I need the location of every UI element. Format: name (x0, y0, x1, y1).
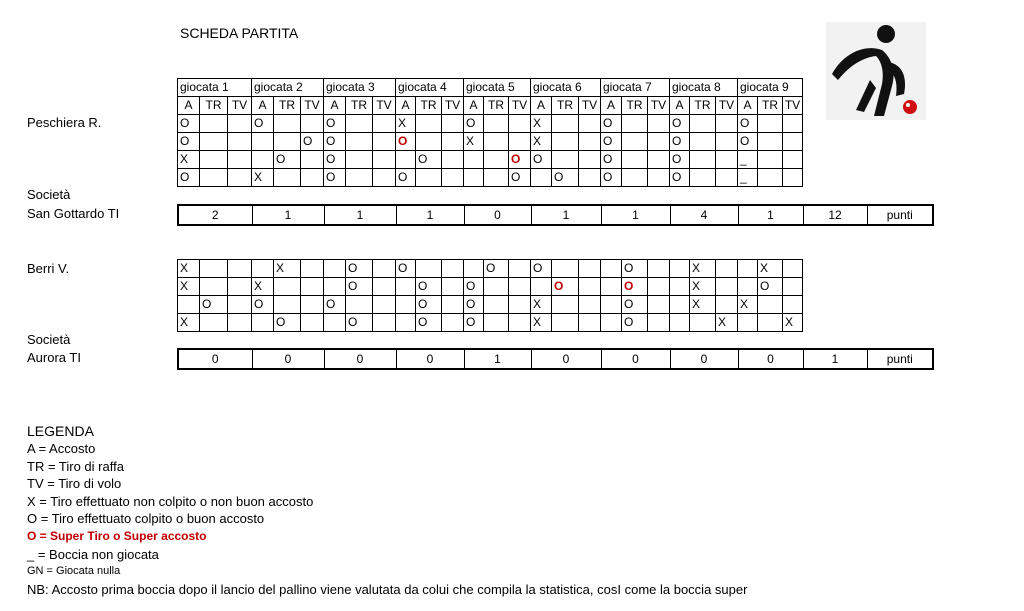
score-cell (484, 314, 509, 332)
player2-society-label: Società (27, 332, 71, 347)
score-cell (509, 260, 531, 278)
score-cell (509, 296, 531, 314)
giocata-points: 0 (252, 349, 324, 369)
score-cell (716, 115, 738, 133)
giocata-header: giocata 2 (252, 79, 324, 97)
score-cell (373, 278, 396, 296)
score-cell: O (601, 133, 622, 151)
score-cell (442, 133, 464, 151)
score-cell (178, 296, 200, 314)
score-cell (758, 115, 783, 133)
giocata-points: 1 (738, 205, 803, 225)
score-cell: O (670, 115, 690, 133)
score-cell (484, 151, 509, 169)
score-cell (579, 169, 601, 187)
legend-line: X = Tiro effettuato non colpito o non buon accosto (27, 493, 314, 509)
score-cell (670, 314, 690, 332)
score-cell: X (531, 133, 552, 151)
score-cell (648, 151, 670, 169)
subheader-tr: TR (346, 97, 373, 115)
score-cell (716, 169, 738, 187)
subheader-a: A (738, 97, 758, 115)
subheader-tv: TV (509, 97, 531, 115)
score-cell (252, 260, 274, 278)
subheader-tv: TV (648, 97, 670, 115)
score-cell (690, 115, 716, 133)
score-cell (758, 314, 783, 332)
score-cell (373, 260, 396, 278)
score-cell: X (178, 314, 200, 332)
score-cell: O (416, 151, 442, 169)
score-cell (274, 133, 301, 151)
subheader-a: A (252, 97, 274, 115)
score-cell: O (738, 115, 758, 133)
giocata-points: 0 (601, 349, 670, 369)
score-cell (579, 296, 601, 314)
score-cell (346, 133, 373, 151)
giocata-points: 0 (396, 349, 464, 369)
subheader-tv: TV (442, 97, 464, 115)
score-cell (416, 169, 442, 187)
score-cell (228, 296, 252, 314)
score-cell: O (758, 278, 783, 296)
player2-score-grid (177, 259, 803, 332)
score-cell (484, 133, 509, 151)
giocata-header: giocata 7 (601, 79, 670, 97)
score-cell (373, 151, 396, 169)
score-cell (716, 296, 738, 314)
giocata-points: 0 (738, 349, 803, 369)
subheader-a: A (396, 97, 416, 115)
score-cell (622, 115, 648, 133)
points-label: punti (867, 349, 933, 369)
score-cell (783, 115, 803, 133)
score-cell: X (178, 151, 200, 169)
score-cell (373, 169, 396, 187)
score-cell: O (531, 260, 552, 278)
subheader-a: A (464, 97, 484, 115)
score-cell: X (274, 260, 301, 278)
score-cell (579, 314, 601, 332)
player2-name: Berri V. (27, 261, 70, 276)
score-cell (346, 169, 373, 187)
score-cell: X (690, 260, 716, 278)
score-cell (274, 115, 301, 133)
score-cell: O (274, 314, 301, 332)
legend-unplayed-line: _ = Boccia non giocata (27, 546, 159, 562)
score-cell (716, 151, 738, 169)
score-cell (346, 115, 373, 133)
legend-line: TV = Tiro di volo (27, 476, 122, 492)
subheader-tv: TV (783, 97, 803, 115)
subheader-tv: TV (716, 97, 738, 115)
giocata-header: giocata 3 (324, 79, 396, 97)
giocata-points: 0 (324, 349, 396, 369)
score-cell (301, 151, 324, 169)
giocata-header: giocata 9 (738, 79, 803, 97)
score-cell: O (622, 260, 648, 278)
score-cell: O (670, 169, 690, 187)
score-cell: O (509, 151, 531, 169)
subheader-tv: TV (228, 97, 252, 115)
score-cell: O (601, 151, 622, 169)
score-cell: O (252, 296, 274, 314)
giocata-points: 1 (252, 205, 324, 225)
score-cell (738, 278, 758, 296)
score-cell (274, 278, 301, 296)
score-cell (758, 151, 783, 169)
score-cell (552, 133, 579, 151)
giocata-header: giocata 6 (531, 79, 601, 97)
giocata-points: 1 (601, 205, 670, 225)
score-cell: O (464, 296, 484, 314)
score-cell (396, 314, 416, 332)
score-cell: O (464, 314, 484, 332)
page-title: SCHEDA PARTITA (180, 25, 299, 41)
score-cell: O (531, 151, 552, 169)
score-cell: O (252, 115, 274, 133)
giocata-points: 1 (324, 205, 396, 225)
score-cell: O (670, 133, 690, 151)
score-cell (552, 115, 579, 133)
score-cell (509, 133, 531, 151)
score-cell (200, 169, 228, 187)
score-cell (690, 314, 716, 332)
total-points: 12 (803, 205, 867, 225)
score-cell (716, 260, 738, 278)
score-cell (301, 296, 324, 314)
score-cell: O (346, 314, 373, 332)
player1-name: Peschiera R. (27, 115, 102, 130)
score-cell (301, 278, 324, 296)
score-cell (579, 278, 601, 296)
score-cell (442, 169, 464, 187)
player2-society: Aurora TI (27, 350, 81, 365)
subheader-tv: TV (579, 97, 601, 115)
giocata-points: 0 (178, 349, 252, 369)
score-cell (200, 115, 228, 133)
score-cell (552, 260, 579, 278)
score-cell (648, 278, 670, 296)
score-cell (373, 115, 396, 133)
legend-line: O = Tiro effettuato colpito o buon accosto (27, 511, 265, 527)
giocata-points: 1 (464, 349, 531, 369)
giocata-points: 0 (670, 349, 738, 369)
score-cell (579, 260, 601, 278)
giocata-points: 1 (396, 205, 464, 225)
score-cell (274, 169, 301, 187)
score-cell (648, 296, 670, 314)
player1-society-label: Società (27, 187, 71, 202)
score-cell: O (346, 260, 373, 278)
giocata-header: giocata 1 (178, 79, 252, 97)
subheader-tv: TV (301, 97, 324, 115)
score-cell (531, 169, 552, 187)
legend (27, 423, 747, 598)
subheader-a: A (324, 97, 346, 115)
giocata-points: 2 (178, 205, 252, 225)
score-cell (200, 151, 228, 169)
score-cell (579, 133, 601, 151)
score-cell: O (346, 278, 373, 296)
subheader-tr: TR (416, 97, 442, 115)
score-cell (670, 260, 690, 278)
score-cell (690, 151, 716, 169)
score-cell (442, 260, 464, 278)
score-cell: O (552, 278, 579, 296)
score-cell: O (301, 133, 324, 151)
score-cell: O (484, 260, 509, 278)
score-cell (442, 296, 464, 314)
giocata-header: giocata 4 (396, 79, 464, 97)
score-cell (579, 115, 601, 133)
score-cell: O (509, 169, 531, 187)
subheader-tv: TV (373, 97, 396, 115)
giocata-points: 4 (670, 205, 738, 225)
score-cell (301, 169, 324, 187)
score-cell: O (416, 278, 442, 296)
score-cell (346, 151, 373, 169)
score-cell: X (716, 314, 738, 332)
score-cell: X (396, 115, 416, 133)
score-cell (601, 296, 622, 314)
score-cell: O (622, 278, 648, 296)
score-cell (484, 278, 509, 296)
score-cell (416, 260, 442, 278)
score-cell (396, 151, 416, 169)
score-cell (531, 278, 552, 296)
score-cell: O (416, 314, 442, 332)
score-cell (416, 133, 442, 151)
subheader-tr: TR (690, 97, 716, 115)
score-cell: O (396, 169, 416, 187)
score-cell (716, 133, 738, 151)
score-cell (552, 151, 579, 169)
legend-line: TR = Tiro di raffa (27, 458, 124, 474)
score-cell (716, 278, 738, 296)
score-cell (442, 151, 464, 169)
score-cell (228, 314, 252, 332)
score-cell (228, 260, 252, 278)
subheader-a: A (178, 97, 200, 115)
score-cell: X (178, 278, 200, 296)
player2-points-table (177, 348, 934, 370)
score-cell (200, 133, 228, 151)
score-cell (396, 278, 416, 296)
score-cell (228, 151, 252, 169)
score-cell: O (396, 133, 416, 151)
score-cell (252, 133, 274, 151)
legend-heading: LEGENDA (27, 423, 94, 439)
score-cell (690, 169, 716, 187)
bocce-player-icon (826, 22, 926, 120)
score-cell (552, 314, 579, 332)
score-cell (648, 133, 670, 151)
score-cell: X (738, 296, 758, 314)
score-cell: X (252, 169, 274, 187)
score-cell (783, 296, 803, 314)
score-cell: O (178, 169, 200, 187)
score-cell (783, 169, 803, 187)
score-cell (601, 278, 622, 296)
score-cell: O (464, 278, 484, 296)
score-cell (228, 133, 252, 151)
score-cell (601, 260, 622, 278)
score-cell (690, 133, 716, 151)
score-cell (301, 115, 324, 133)
score-cell (373, 133, 396, 151)
score-cell: O (324, 296, 346, 314)
score-cell (274, 296, 301, 314)
score-cell: X (464, 133, 484, 151)
score-cell (509, 115, 531, 133)
legend-note: NB: Accosto prima boccia dopo il lancio del pallino viene valutata da colui che compila la statistica, cosI come la boccia super (27, 581, 748, 597)
score-cell (442, 314, 464, 332)
score-cell (579, 151, 601, 169)
score-cell: O (464, 115, 484, 133)
subheader-tr: TR (622, 97, 648, 115)
subheader-tr: TR (758, 97, 783, 115)
score-cell (416, 115, 442, 133)
score-cell (252, 314, 274, 332)
score-cell: X (690, 296, 716, 314)
score-cell: X (531, 296, 552, 314)
score-cell: O (601, 115, 622, 133)
score-cell (324, 278, 346, 296)
bocce-player-logo (826, 22, 926, 120)
score-cell (622, 151, 648, 169)
player1-score-grid (177, 78, 803, 187)
score-cell (200, 260, 228, 278)
score-cell: O (738, 133, 758, 151)
score-cell: O (396, 260, 416, 278)
score-cell: O (324, 169, 346, 187)
score-cell: _ (738, 151, 758, 169)
total-points: 1 (803, 349, 867, 369)
score-cell (670, 278, 690, 296)
subheader-a: A (531, 97, 552, 115)
score-cell: X (178, 260, 200, 278)
subheader-a: A (601, 97, 622, 115)
giocata-points: 0 (464, 205, 531, 225)
player1-points-table (177, 204, 934, 226)
score-cell (783, 133, 803, 151)
score-cell (622, 169, 648, 187)
score-cell (783, 260, 803, 278)
score-cell (509, 314, 531, 332)
score-cell (228, 115, 252, 133)
score-cell (622, 133, 648, 151)
giocata-points: 0 (531, 349, 601, 369)
subheader-tr: TR (552, 97, 579, 115)
subheader-a: A (670, 97, 690, 115)
score-cell: X (783, 314, 803, 332)
score-cell: O (416, 296, 442, 314)
score-cell (484, 296, 509, 314)
score-cell (484, 115, 509, 133)
score-cell: _ (738, 169, 758, 187)
score-cell (601, 314, 622, 332)
score-cell (648, 115, 670, 133)
score-cell: O (622, 314, 648, 332)
giocata-header: giocata 5 (464, 79, 531, 97)
score-cell (301, 260, 324, 278)
points-label: punti (867, 205, 933, 225)
score-cell (758, 169, 783, 187)
score-cell (783, 151, 803, 169)
score-cell (442, 278, 464, 296)
score-cell (301, 314, 324, 332)
score-cell: X (758, 260, 783, 278)
legend-super-line: O = Super Tiro o Super accosto (27, 528, 207, 543)
score-cell (648, 169, 670, 187)
score-cell (648, 314, 670, 332)
score-cell (484, 169, 509, 187)
score-cell: X (690, 278, 716, 296)
score-cell: O (324, 115, 346, 133)
score-cell (200, 278, 228, 296)
score-cell: X (531, 314, 552, 332)
score-cell: O (552, 169, 579, 187)
score-cell (324, 260, 346, 278)
score-cell: O (178, 133, 200, 151)
legend-line: A = Accosto (27, 441, 96, 456)
player1-society: San Gottardo TI (27, 206, 120, 221)
score-cell (464, 260, 484, 278)
score-cell (442, 115, 464, 133)
score-cell: O (601, 169, 622, 187)
subheader-tr: TR (274, 97, 301, 115)
score-cell (758, 133, 783, 151)
score-cell (738, 314, 758, 332)
score-cell: O (670, 151, 690, 169)
score-cell (396, 296, 416, 314)
score-cell: O (622, 296, 648, 314)
score-cell: X (252, 278, 274, 296)
score-cell (346, 296, 373, 314)
score-cell (738, 260, 758, 278)
score-cell: X (531, 115, 552, 133)
score-cell (373, 296, 396, 314)
score-cell: O (324, 133, 346, 151)
score-cell (373, 314, 396, 332)
score-cell (648, 260, 670, 278)
score-cell (670, 296, 690, 314)
giocata-header: giocata 8 (670, 79, 738, 97)
subheader-tr: TR (200, 97, 228, 115)
score-cell: O (274, 151, 301, 169)
score-cell: O (324, 151, 346, 169)
score-cell (464, 151, 484, 169)
score-cell (228, 169, 252, 187)
score-cell (509, 278, 531, 296)
legend-gn-line: GN = Giocata nulla (27, 565, 121, 578)
score-cell (552, 296, 579, 314)
score-cell: O (200, 296, 228, 314)
score-cell (252, 151, 274, 169)
score-cell (758, 296, 783, 314)
score-cell (200, 314, 228, 332)
score-cell (228, 278, 252, 296)
score-cell (324, 314, 346, 332)
giocata-points: 1 (531, 205, 601, 225)
score-cell: O (178, 115, 200, 133)
score-cell (783, 278, 803, 296)
subheader-tr: TR (484, 97, 509, 115)
score-cell (464, 169, 484, 187)
